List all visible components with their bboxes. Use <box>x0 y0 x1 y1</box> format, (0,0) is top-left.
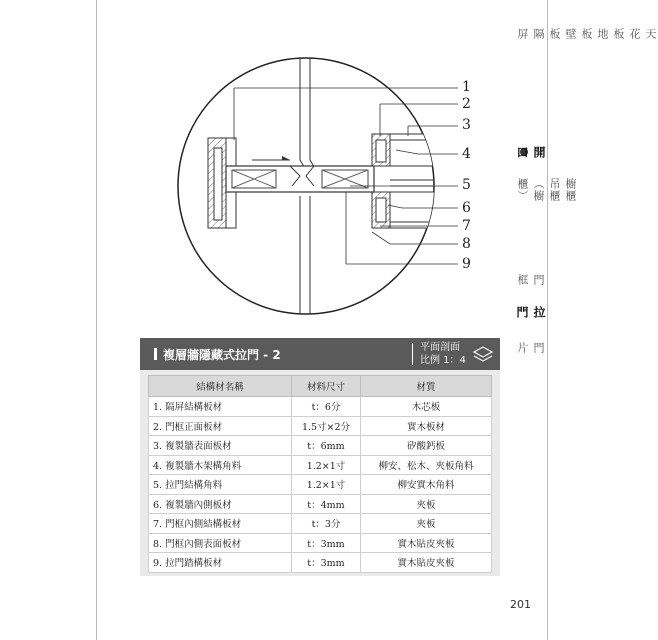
cell-size: 1.5寸×2分 <box>292 416 361 436</box>
cell-material: 夾板 <box>361 514 492 534</box>
cell-name: 5. 拉門結構角料 <box>149 475 292 495</box>
cell-material: 實木貼皮夾板 <box>361 533 492 553</box>
spec-panel <box>140 338 500 576</box>
cell-size: t：6mm <box>292 436 361 456</box>
table-row <box>149 494 492 514</box>
cell-name: 4. 複製牆木架構角料 <box>149 455 292 475</box>
spec-table <box>148 375 492 573</box>
cell-material: 矽酸鈣板 <box>361 436 492 456</box>
callout-2: 2 <box>462 96 471 112</box>
col-header-size: 材料尺寸 <box>292 376 361 397</box>
cell-name: 2. 門框正面板材 <box>149 416 292 436</box>
callout-6: 6 <box>462 200 471 216</box>
table-row <box>149 553 492 573</box>
cell-size: 1.2×1寸 <box>292 455 361 475</box>
callout-1: 1 <box>462 79 471 95</box>
scale-ratio: 比例 1：4 <box>420 355 466 366</box>
callout-3: 3 <box>462 117 471 133</box>
right-wall-top-inner <box>376 140 386 162</box>
cell-name: 3. 複製牆表面板材 <box>149 436 292 456</box>
right-wall-bottom-panel <box>390 192 450 228</box>
cell-size: t：3分 <box>292 514 361 534</box>
callout-4: 4 <box>462 146 471 162</box>
callout-5: 5 <box>462 177 471 193</box>
cell-name: 9. 拉門踏構板材 <box>149 553 292 573</box>
table-row <box>149 397 492 417</box>
col-header-material: 材質 <box>361 376 492 397</box>
callout-9: 9 <box>462 256 471 272</box>
page-number: 201 <box>510 598 531 611</box>
cell-material: 實木貼皮夾板 <box>361 553 492 573</box>
title-bar <box>154 348 157 360</box>
chapter-tab-after[interactable]: 櫥櫃 吊櫃（櫥櫃） <box>516 178 577 202</box>
chapter-tab-categories[interactable]: 天花板 地板 壁板 隔屏 <box>516 28 657 40</box>
right-wall-top-panel <box>390 134 450 166</box>
table-row <box>149 416 492 436</box>
table-row <box>149 455 492 475</box>
right-wall-bottom-inner <box>376 198 386 222</box>
cell-material: 木芯板 <box>361 397 492 417</box>
cell-material: 柳安實木角料 <box>361 475 492 495</box>
chapter-tab-current[interactable]: 開口 <box>515 146 546 159</box>
table-row <box>149 475 492 495</box>
plan-view-icon <box>472 344 494 364</box>
cell-size: t：3mm <box>292 553 361 573</box>
table-row <box>149 436 492 456</box>
table-row <box>149 533 492 553</box>
cell-name: 6. 複製牆內側板材 <box>149 494 292 514</box>
col-header-name: 結構材名稱 <box>149 376 292 397</box>
table-header-row <box>149 376 492 397</box>
cell-material: 實木板材 <box>361 416 492 436</box>
cell-name: 7. 門框內側結構板材 <box>149 514 292 534</box>
panel-title: 複層牆隱藏式拉門 - 2 <box>154 346 281 363</box>
header-divider <box>412 343 413 365</box>
cell-size: t：3mm <box>292 533 361 553</box>
cell-name: 8. 門框內側表面板材 <box>149 533 292 553</box>
cell-material: 夾板 <box>361 494 492 514</box>
cell-name: 1. 隔屏結構板材 <box>149 397 292 417</box>
callout-7: 7 <box>462 218 471 234</box>
sub-tab-door-leaf[interactable]: 門片 <box>516 342 545 354</box>
sub-tab-sliding-door[interactable]: 拉門 <box>515 306 546 319</box>
sub-tab-frame[interactable]: 門框 <box>516 274 545 286</box>
table-row <box>149 514 492 534</box>
view-type: 平面剖面 <box>420 342 460 353</box>
cell-material: 柳安、松木、夾板角料 <box>361 455 492 475</box>
callout-8: 8 <box>462 236 471 252</box>
left-wall-frame <box>214 148 222 220</box>
cell-size: t：6分 <box>292 397 361 417</box>
cell-size: 1.2×1寸 <box>292 475 361 495</box>
scale-info <box>420 341 466 367</box>
cell-size: t：4mm <box>292 494 361 514</box>
panel-header <box>140 338 500 370</box>
